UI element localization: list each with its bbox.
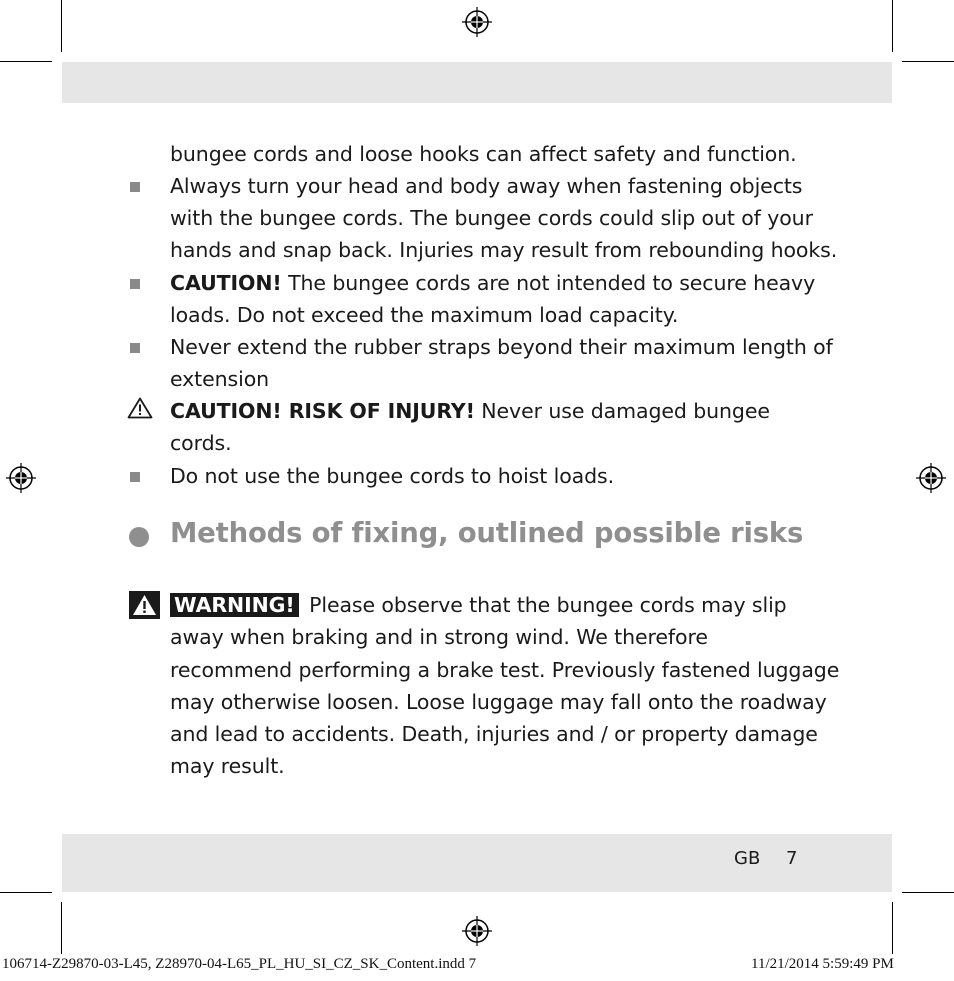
text-line: Always turn your head and body away when fastening objects <box>170 174 803 198</box>
square-bullet-icon <box>130 182 140 192</box>
text-line: may result. <box>170 754 285 778</box>
square-bullet-icon <box>130 279 140 289</box>
text-line: loads. Do not exceed the maximum load capacity. <box>170 303 679 327</box>
caution-label: CAUTION! <box>170 271 282 295</box>
text-line: away when braking and in strong wind. We therefore <box>170 625 708 649</box>
text-line <box>170 589 787 621</box>
warning-badge: WARNING! <box>170 593 299 617</box>
text-line: extension <box>170 367 270 391</box>
registration-mark-icon <box>462 916 492 946</box>
registration-mark-icon <box>916 463 946 493</box>
text-line: Do not use the bungee cords to hoist loads. <box>170 464 615 488</box>
text-span: Please observe that the bungee cords may slip <box>302 593 787 617</box>
text-line: recommend performing a brake test. Previously fastened luggage <box>170 658 840 682</box>
registration-mark-icon <box>462 7 492 37</box>
text-line: Never extend the rubber straps beyond their maximum length of <box>170 335 833 359</box>
caution-injury-label: CAUTION! RISK OF INJURY! <box>170 399 475 423</box>
crop-mark <box>61 902 62 954</box>
text-line <box>170 395 770 427</box>
text-line: with the bungee cords. The bungee cords could slip out of your <box>170 206 813 230</box>
text-line: hands and snap back. Injuries may result from rebounding hooks. <box>170 238 838 262</box>
text-span: The bungee cords are not intended to secure heavy <box>281 271 816 295</box>
crop-mark <box>61 0 62 52</box>
crop-mark <box>892 0 893 52</box>
slug-datetime: 11/21/2014 5:59:49 PM <box>751 956 894 972</box>
crop-mark <box>892 902 893 954</box>
page-number: 7 <box>786 848 798 869</box>
registration-mark-icon <box>6 463 36 493</box>
header-band <box>62 62 892 103</box>
square-bullet-icon <box>130 472 140 482</box>
crop-mark <box>902 892 954 893</box>
text-line: cords. <box>170 431 232 455</box>
text-line: may otherwise loosen. Loose luggage may fall onto the roadway <box>170 690 827 714</box>
square-bullet-icon <box>130 343 140 353</box>
heading-dot-icon <box>129 527 149 547</box>
crop-mark <box>0 892 52 893</box>
text-span: Never use damaged bungee <box>474 399 770 423</box>
language-code: GB <box>734 848 761 869</box>
text-line <box>170 267 815 299</box>
section-heading: Methods of fixing, outlined possible risks <box>170 517 804 549</box>
warning-triangle-outline-icon <box>127 397 153 419</box>
warning-triangle-filled-icon <box>129 591 160 619</box>
footer-band <box>62 834 892 892</box>
crop-mark <box>0 61 52 62</box>
text-line: and lead to accidents. Death, injuries and / or property damage <box>170 722 818 746</box>
crop-mark <box>902 61 954 62</box>
slug-filename: 106714-Z29870-03-L45, Z28970-04-L65_PL_HU_SI_CZ_SK_Content.indd 7 <box>2 956 477 972</box>
text-line: bungee cords and loose hooks can affect safety and function. <box>170 142 797 166</box>
